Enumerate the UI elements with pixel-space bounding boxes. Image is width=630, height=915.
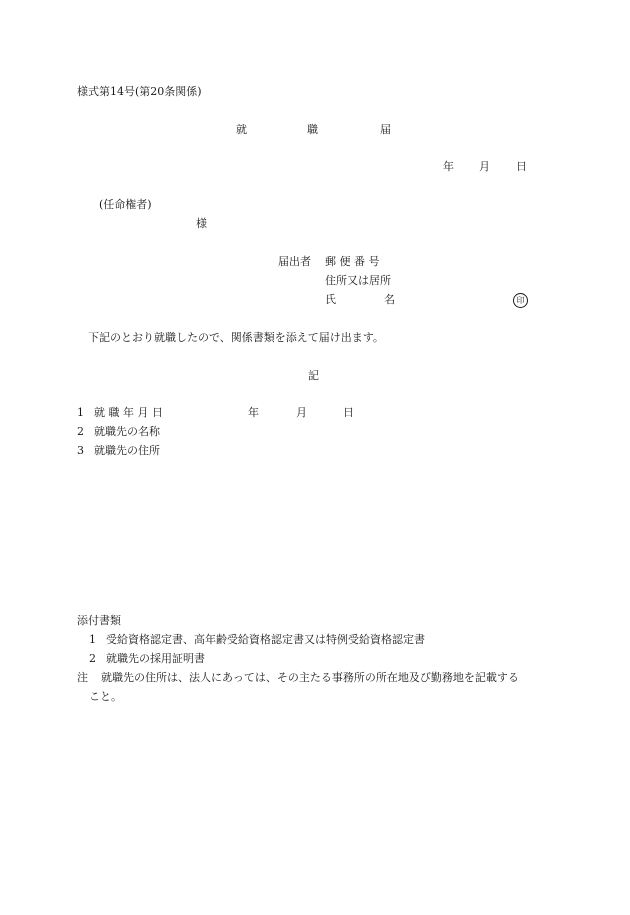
date-year: 年	[443, 160, 454, 173]
attachments-heading: 添付書類	[77, 614, 121, 627]
item-1-month: 月	[296, 406, 307, 419]
date-month: 月	[479, 160, 490, 173]
title-char-shoku: 職	[307, 123, 318, 136]
statement: 下記のとおり就職したので、関係書類を添えて届け出ます。	[88, 331, 384, 344]
item-1-day: 日	[343, 406, 354, 419]
name-label-char2: 名	[384, 293, 395, 306]
title-char-todoke: 届	[380, 123, 391, 136]
addressee-authority: (任命権者)	[99, 198, 152, 211]
name-label-char1: 氏	[325, 293, 336, 306]
item-1-year: 年	[248, 406, 259, 419]
note-label: 注	[77, 671, 88, 684]
item-1-number: 1	[77, 406, 84, 419]
attachment-2-number: 2	[89, 652, 96, 665]
attachment-1-number: 1	[89, 633, 96, 646]
note-line-1: 就職先の住所は、法人にあっては、その主たる事務所の所在地及び勤務地を記載する	[101, 671, 519, 684]
note-line-2: こと。	[89, 690, 122, 703]
form-number: 様式第14号(第20条関係)	[77, 85, 202, 98]
address-label: 住所又は居所	[325, 274, 391, 287]
notifier-label: 届出者	[278, 255, 311, 268]
attachment-2-text: 就職先の採用証明書	[106, 652, 205, 665]
item-2-number: 2	[77, 425, 84, 438]
postal-code-label: 郵 便 番 号	[325, 255, 380, 268]
seal-icon: 印	[513, 293, 528, 308]
item-1-label: 就 職 年 月 日	[94, 406, 163, 419]
item-3-number: 3	[77, 444, 84, 457]
item-2-label: 就職先の名称	[94, 425, 160, 438]
attachment-1-text: 受給資格認定書、高年齢受給資格認定書又は特例受給資格認定書	[106, 633, 425, 646]
addressee-honorific: 様	[196, 217, 207, 230]
title-char-shu: 就	[236, 123, 247, 136]
ki-heading: 記	[308, 369, 319, 382]
item-3-label: 就職先の住所	[94, 444, 160, 457]
date-day: 日	[516, 160, 527, 173]
